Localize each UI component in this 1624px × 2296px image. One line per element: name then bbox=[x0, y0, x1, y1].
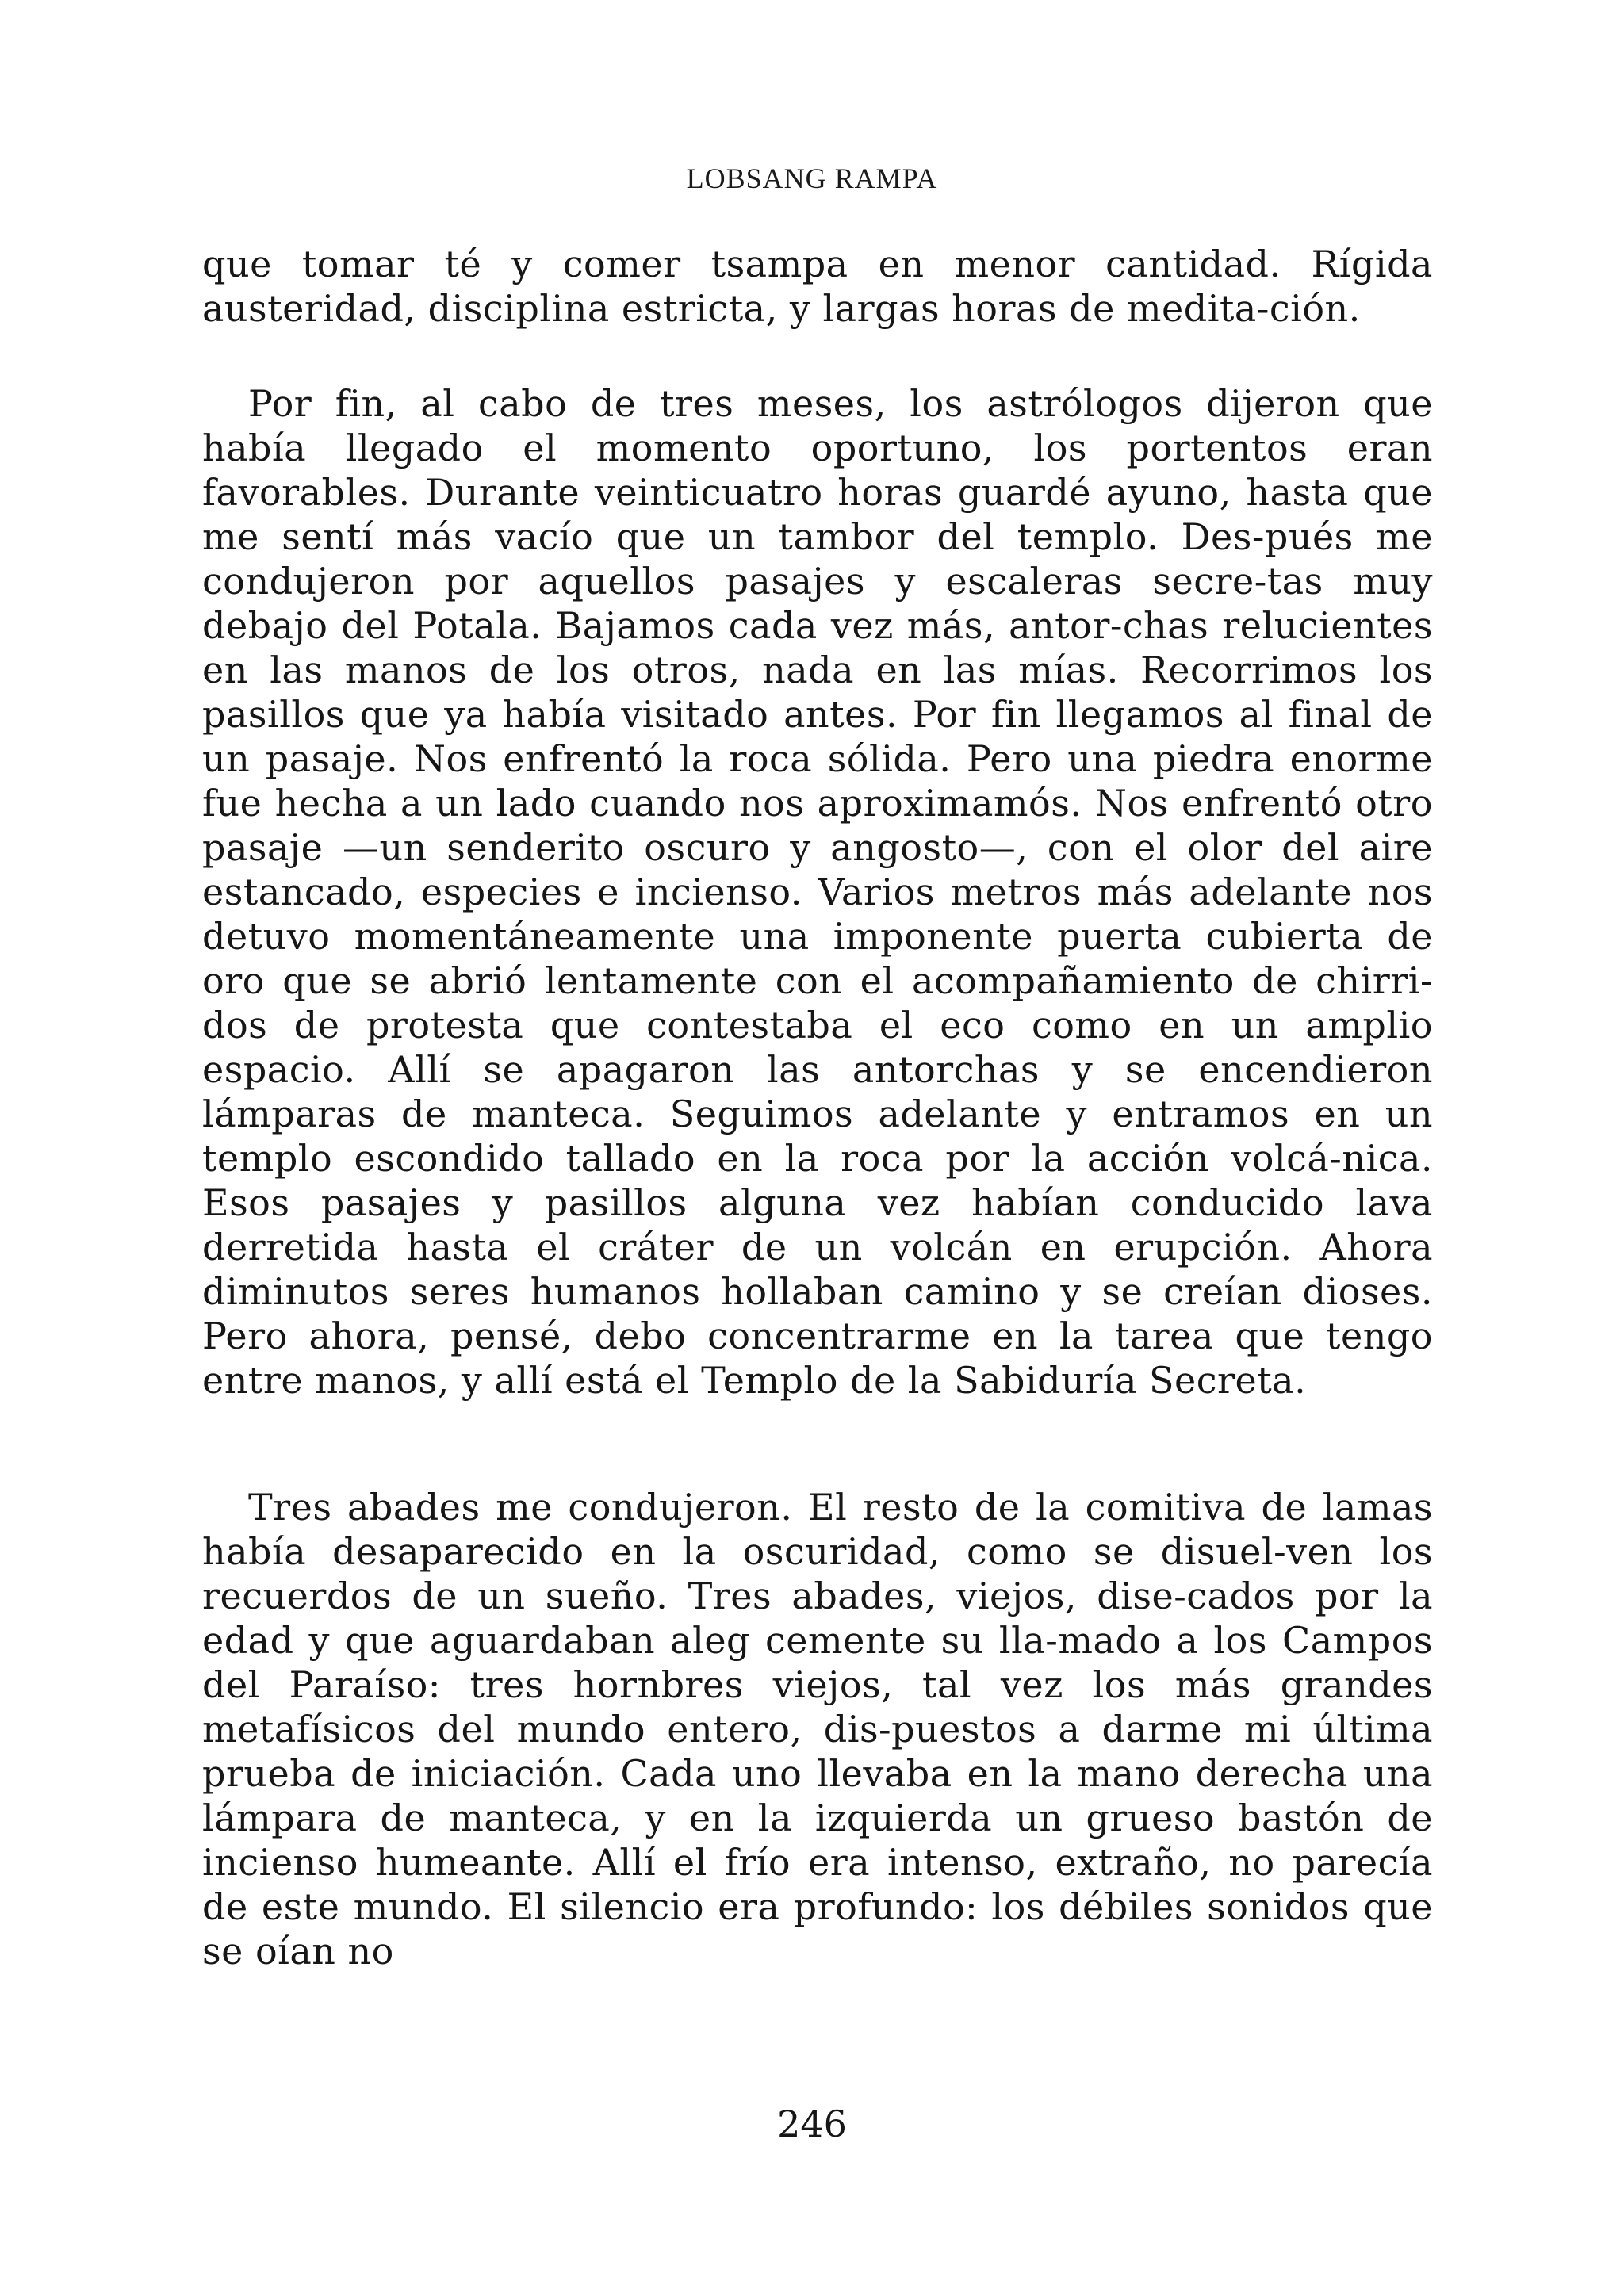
paragraph-3: Tres abades me condujeron. El resto de la comitiva de lamas había desaparecido en la oscuridad, como se disuel-ven los recuerdos de un sueño. Tres abades, viejos, dise-cados por la edad y que aguardaban aleg cemente su lla-mado a los Campos del Paraíso: tres hornbres viejos, tal vez los más grandes metafísicos del mundo entero, dis-puestos a darme mi última prueba de iniciación. Cada uno llevaba en la mano derecha una lámpara de manteca, y en la izquierda un grueso bastón de incienso humeante. Allí el frío era intenso, extraño, no parecía de este mundo. El silencio era profundo: los débiles sonidos que se oían no bbox=[202, 1486, 1433, 1973]
paragraph-1: que tomar té y comer tsampa en menor cantidad. Rígida austeridad, disciplina estricta, y largas horas de medita-ción. bbox=[202, 243, 1433, 330]
running-header: LOBSANG RAMPA bbox=[686, 163, 938, 194]
paragraph-2: Por fin, al cabo de tres meses, los astrólogos dijeron que había llegado el momento oportuno, los portentos eran favorables. Durante veinticuatro horas guardé ayuno, hasta que me sentí más vacío que un tambor del templo. Des-pués me condujeron por aquellos pasajes y escaleras secre-tas muy debajo del Potala. Bajamos cada vez más, antor-chas relucientes en las manos de los otros, nada en las mías. Recorrimos los pasillos que ya había visitado antes. Por fin llegamos al final de un pasaje. Nos enfrentó la roca sólida. Pero una piedra enorme fue hecha a un lado cuando nos aproximamós. Nos enfrentó otro pasaje —un senderito oscuro y angosto—, con el olor del aire estancado, especies e incienso. Varios metros más adelante nos detuvo momentáneamente una imponente puerta cubierta de oro que se abrió lentamente con el acompañamiento de chirri-dos de protesta que contestaba el eco como en un amplio espacio. Allí se apagaron las antorchas y se encendieron lámparas de manteca. Seguimos adelante y entramos en un templo escondido tallado en la roca por la acción volcá-nica. Esos pasajes y pasillos alguna vez habían conducido lava derretida hasta el cráter de un volcán en erupción. Ahora diminutos seres humanos hollaban camino y se creían dioses. Pero ahora, pensé, debo concentrarme en la tarea que tengo entre manos, y allí está el Templo de la Sabiduría Secreta. bbox=[202, 382, 1433, 1402]
page-number: 246 bbox=[777, 2103, 847, 2145]
body-text bbox=[202, 242, 1433, 1973]
